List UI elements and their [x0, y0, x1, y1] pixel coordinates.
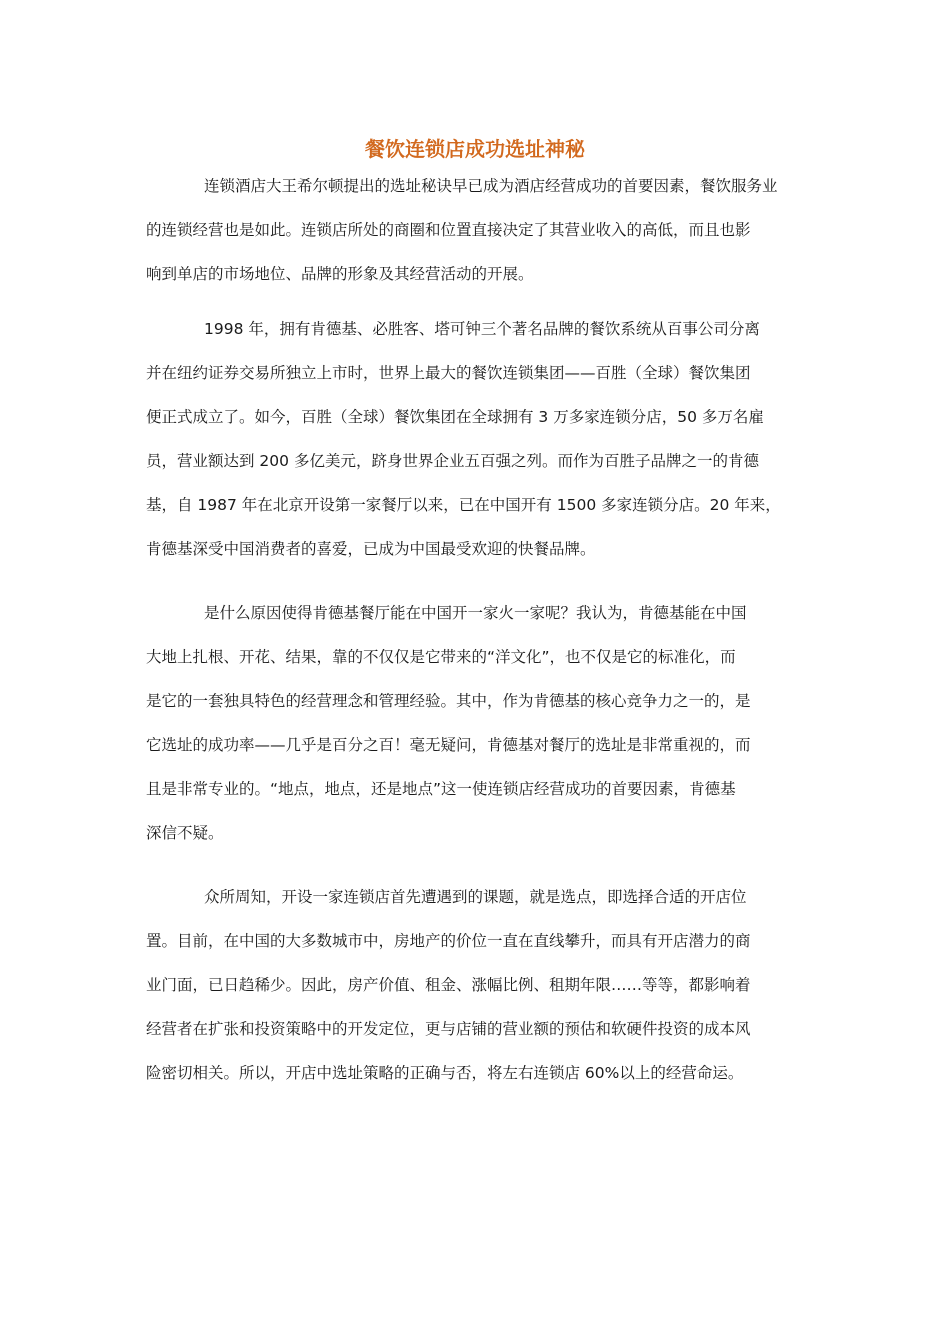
paragraph-4-line-5: 险密切相关。所以，开店中选址策略的正确与否，将左右连锁店 60%以上的经营命运。	[146, 1064, 744, 1082]
paragraph-2-line-6: 肯德基深受中国消费者的喜爱，已成为中国最受欢迎的快餐品牌。	[146, 540, 596, 558]
document-title: 餐饮连锁店成功选址神秘	[365, 137, 585, 161]
paragraph-2-line-2: 并在纽约证券交易所独立上市时，世界上最大的餐饮连锁集团——百胜（全球）餐饮集团	[146, 364, 751, 382]
paragraph-1-line-2: 的连锁经营也是如此。连锁店所处的商圈和位置直接决定了其营业收入的高低，而且也影	[146, 221, 751, 239]
paragraph-1-line-3: 响到单店的市场地位、品牌的形象及其经营活动的开展。	[146, 265, 534, 283]
paragraph-4-line-4: 经营者在扩张和投资策略中的开发定位，更与店铺的营业额的预估和软硬件投资的成本风	[146, 1020, 751, 1038]
paragraph-3-line-5: 且是非常专业的。“地点，地点，还是地点”这一使连锁店经营成功的首要因素，肯德基	[146, 780, 736, 798]
paragraph-4-line-1: 众所周知，开设一家连锁店首先遭遇到的课题，就是选点，即选择合适的开店位	[204, 888, 747, 906]
paragraph-2-line-3: 便正式成立了。如今，百胜（全球）餐饮集团在全球拥有 3 万多家连锁分店，50 多万名雇	[146, 408, 764, 426]
paragraph-4-line-3: 业门面，已日趋稀少。因此，房产价值、租金、涨幅比例、租期年限……等等，都影响着	[146, 976, 751, 994]
paragraph-3-line-3: 是它的一套独具特色的经营理念和管理经验。其中，作为肯德基的核心竞争力之一的，是	[146, 692, 751, 710]
paragraph-2-line-1: 1998 年，拥有肯德基、必胜客、塔可钟三个著名品牌的餐饮系统从百事公司分离	[204, 320, 760, 338]
paragraph-2-line-5: 基，自 1987 年在北京开设第一家餐厅以来，已在中国开有 1500 多家连锁分店。20 年来，	[146, 496, 781, 514]
paragraph-3-line-2: 大地上扎根、开花、结果，靠的不仅仅是它带来的“洋文化”，也不仅是它的标准化，而	[146, 648, 736, 666]
paragraph-3-line-1: 是什么原因使得肯德基餐厅能在中国开一家火一家呢？我认为，肯德基能在中国	[204, 604, 747, 622]
paragraph-3-line-4: 它选址的成功率——几乎是百分之百！毫无疑问，肯德基对餐厅的选址是非常重视的，而	[146, 736, 751, 754]
paragraph-3-line-6: 深信不疑。	[146, 824, 224, 842]
paragraph-4-line-2: 置。目前，在中国的大多数城市中，房地产的价位一直在直线攀升，而具有开店潜力的商	[146, 932, 751, 950]
paragraph-1-line-1: 连锁酒店大王希尔顿提出的选址秘诀早已成为酒店经营成功的首要因素，餐饮服务业	[204, 177, 778, 195]
paragraph-2-line-4: 员，营业额达到 200 多亿美元，跻身世界企业五百强之列。而作为百胜子品牌之一的肯德	[146, 452, 759, 470]
